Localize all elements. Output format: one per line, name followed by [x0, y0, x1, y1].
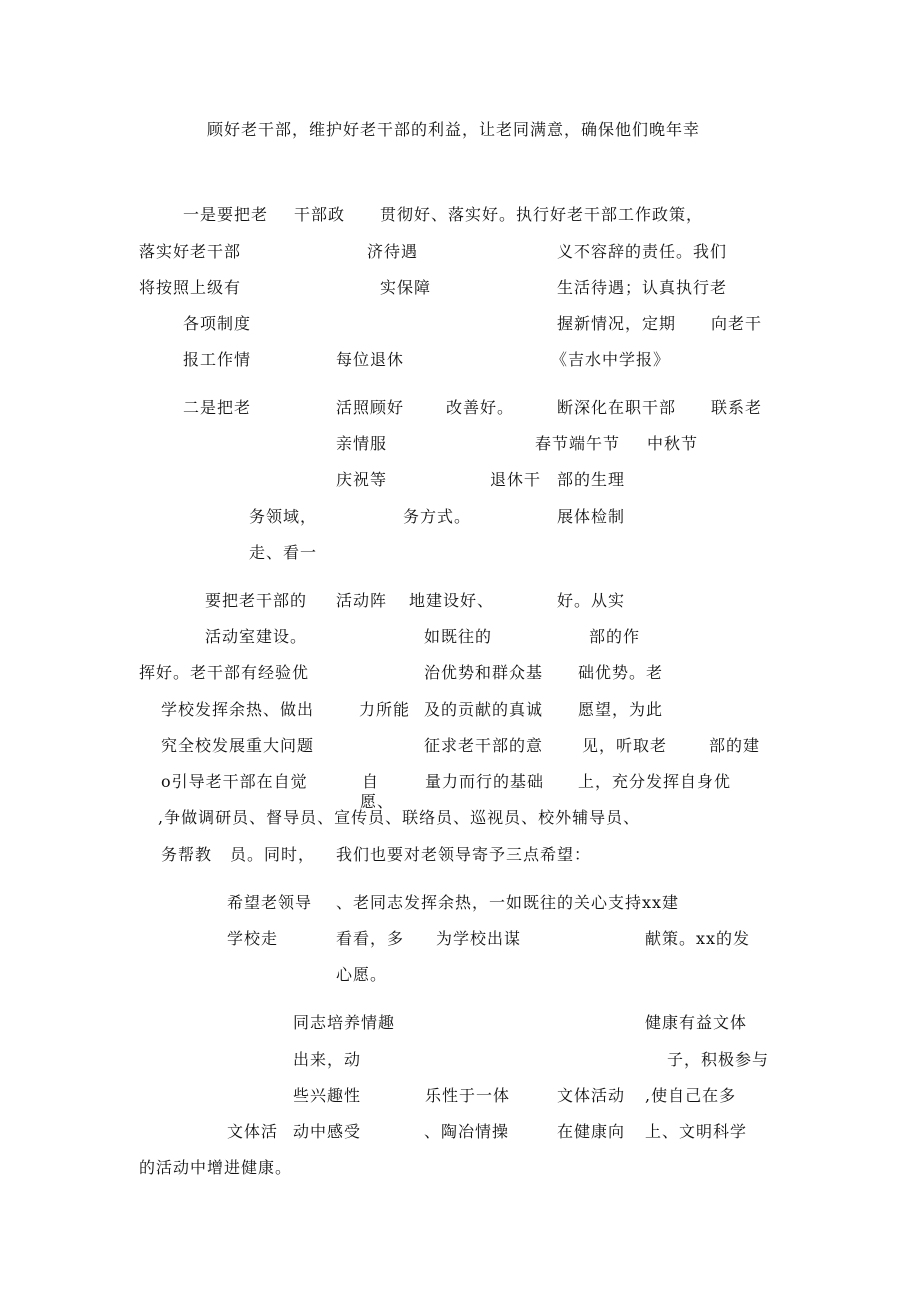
- text-fragment: 落实好老干部: [139, 242, 242, 261]
- text-fragment: 乐性于一体: [425, 1086, 511, 1105]
- text-fragment: 同志培养情趣: [293, 1013, 396, 1032]
- text-fragment: 务方式。: [403, 507, 472, 526]
- text-fragment: 健康有益文体: [645, 1013, 748, 1032]
- text-fragment: 生活待遇；认真执行老: [557, 278, 728, 297]
- text-fragment: 走、看一: [249, 543, 318, 562]
- text-fragment: ,使自己在多: [645, 1086, 737, 1105]
- text-fragment: 活动室建设。: [205, 627, 308, 646]
- text-fragment: 学校走: [227, 929, 279, 948]
- text-fragment: 每位退休: [336, 350, 405, 369]
- text-fragment: 上，充分发挥自身优: [578, 772, 732, 791]
- text-fragment: 亲情服: [336, 434, 388, 453]
- text-fragment: 将按照上级有: [139, 278, 242, 297]
- text-fragment: 一是要把老: [183, 205, 269, 224]
- text-fragment: 献策。xx的发: [645, 929, 751, 948]
- text-fragment: 心愿。: [336, 965, 388, 984]
- text-fragment: 础优势。老: [578, 663, 664, 682]
- text-fragment: 改善好。: [446, 398, 515, 417]
- text-fragment: 学校发挥余热、做出: [161, 700, 315, 719]
- text-fragment: 我们也要对老领导寄予三点希望：: [336, 845, 592, 864]
- text-fragment: o引导老干部在自觉: [161, 772, 308, 791]
- text-fragment: 见，听取老: [582, 736, 668, 755]
- text-fragment: 及的贡献的真诚: [424, 700, 544, 719]
- text-fragment: 活照顾好: [336, 398, 405, 417]
- text-fragment: 文体活动: [557, 1086, 626, 1105]
- text-fragment: 要把老干部的: [205, 591, 308, 610]
- text-fragment: 地建设好、: [409, 591, 495, 610]
- text-fragment: 中秋节: [647, 434, 699, 453]
- text-fragment: 报工作情: [183, 350, 252, 369]
- text-fragment: 看看，多: [336, 929, 405, 948]
- text-fragment: 希望老领导: [227, 893, 313, 912]
- text-fragment: 在健康向: [557, 1122, 626, 1141]
- text-fragment: 量力而行的基础: [425, 772, 545, 791]
- text-fragment: 为学校出谋: [436, 929, 522, 948]
- text-fragment: 如既往的: [424, 627, 493, 646]
- text-fragment: 出来，动: [293, 1050, 362, 1069]
- text-fragment: 干部政: [294, 205, 346, 224]
- text-fragment: 部的建: [709, 736, 761, 755]
- text-fragment: 断深化在职干部: [557, 398, 677, 417]
- text-fragment: 的活动中增进健康。: [139, 1158, 293, 1177]
- text-fragment: 部的作: [589, 627, 641, 646]
- text-fragment: 庆祝等: [336, 470, 388, 489]
- text-fragment: 愿望，为此: [578, 700, 664, 719]
- text-fragment: 、老同志发挥余热，一如既往的关心支持xx建: [336, 893, 680, 912]
- text-fragment: 退休干: [490, 470, 542, 489]
- text-fragment: 治优势和群众基: [424, 663, 544, 682]
- text-fragment: 各项制度: [183, 314, 252, 333]
- text-fragment: 实保障: [380, 278, 432, 297]
- text-fragment: 好。从实: [557, 591, 626, 610]
- text-fragment: 些兴趣性: [293, 1086, 362, 1105]
- text-fragment: 征求老干部的意: [424, 736, 544, 755]
- text-fragment: 愿、: [360, 792, 395, 811]
- text-fragment: 握新情况，定期: [557, 314, 677, 333]
- text-fragment: 春节端午节: [535, 434, 621, 453]
- text-fragment: 部的生理: [557, 470, 626, 489]
- text-fragment: 《吉水中学报》: [551, 350, 671, 369]
- text-fragment: 义不容辞的责任。我们: [557, 242, 728, 261]
- text-fragment: 究全校发展重大问题: [161, 736, 315, 755]
- text-fragment: 务帮教: [161, 845, 213, 864]
- document-title: 顾好老干部，维护好老干部的利益，让老同满意，确保他们晚年幸: [207, 120, 701, 139]
- text-fragment: 、陶冶情操: [424, 1122, 510, 1141]
- text-fragment: 展体检制: [557, 507, 626, 526]
- text-fragment: 务领域，: [249, 507, 318, 526]
- text-fragment: 子，积极参与: [667, 1050, 770, 1069]
- text-fragment: 挥好。老干部有经验优: [139, 663, 310, 682]
- text-fragment: 上、文明科学: [645, 1122, 748, 1141]
- text-fragment: 文体活: [227, 1122, 279, 1141]
- text-fragment: 二是把老: [183, 398, 252, 417]
- text-fragment: 自: [362, 772, 380, 791]
- text-fragment: 贯彻好、落实好。执行好老干部工作政策，: [380, 205, 704, 224]
- text-fragment: 济待遇: [367, 242, 419, 261]
- text-fragment: ,争做调研员、督导员、宣传员、联络员、巡视员、校外辅导员、: [158, 808, 641, 827]
- text-fragment: 动中感受: [293, 1122, 362, 1141]
- text-fragment: 向老干: [711, 314, 763, 333]
- text-fragment: 力所能: [359, 700, 411, 719]
- text-fragment: 活动阵: [336, 591, 388, 610]
- text-fragment: 员。同时，: [230, 845, 316, 864]
- text-fragment: 联系老: [711, 398, 763, 417]
